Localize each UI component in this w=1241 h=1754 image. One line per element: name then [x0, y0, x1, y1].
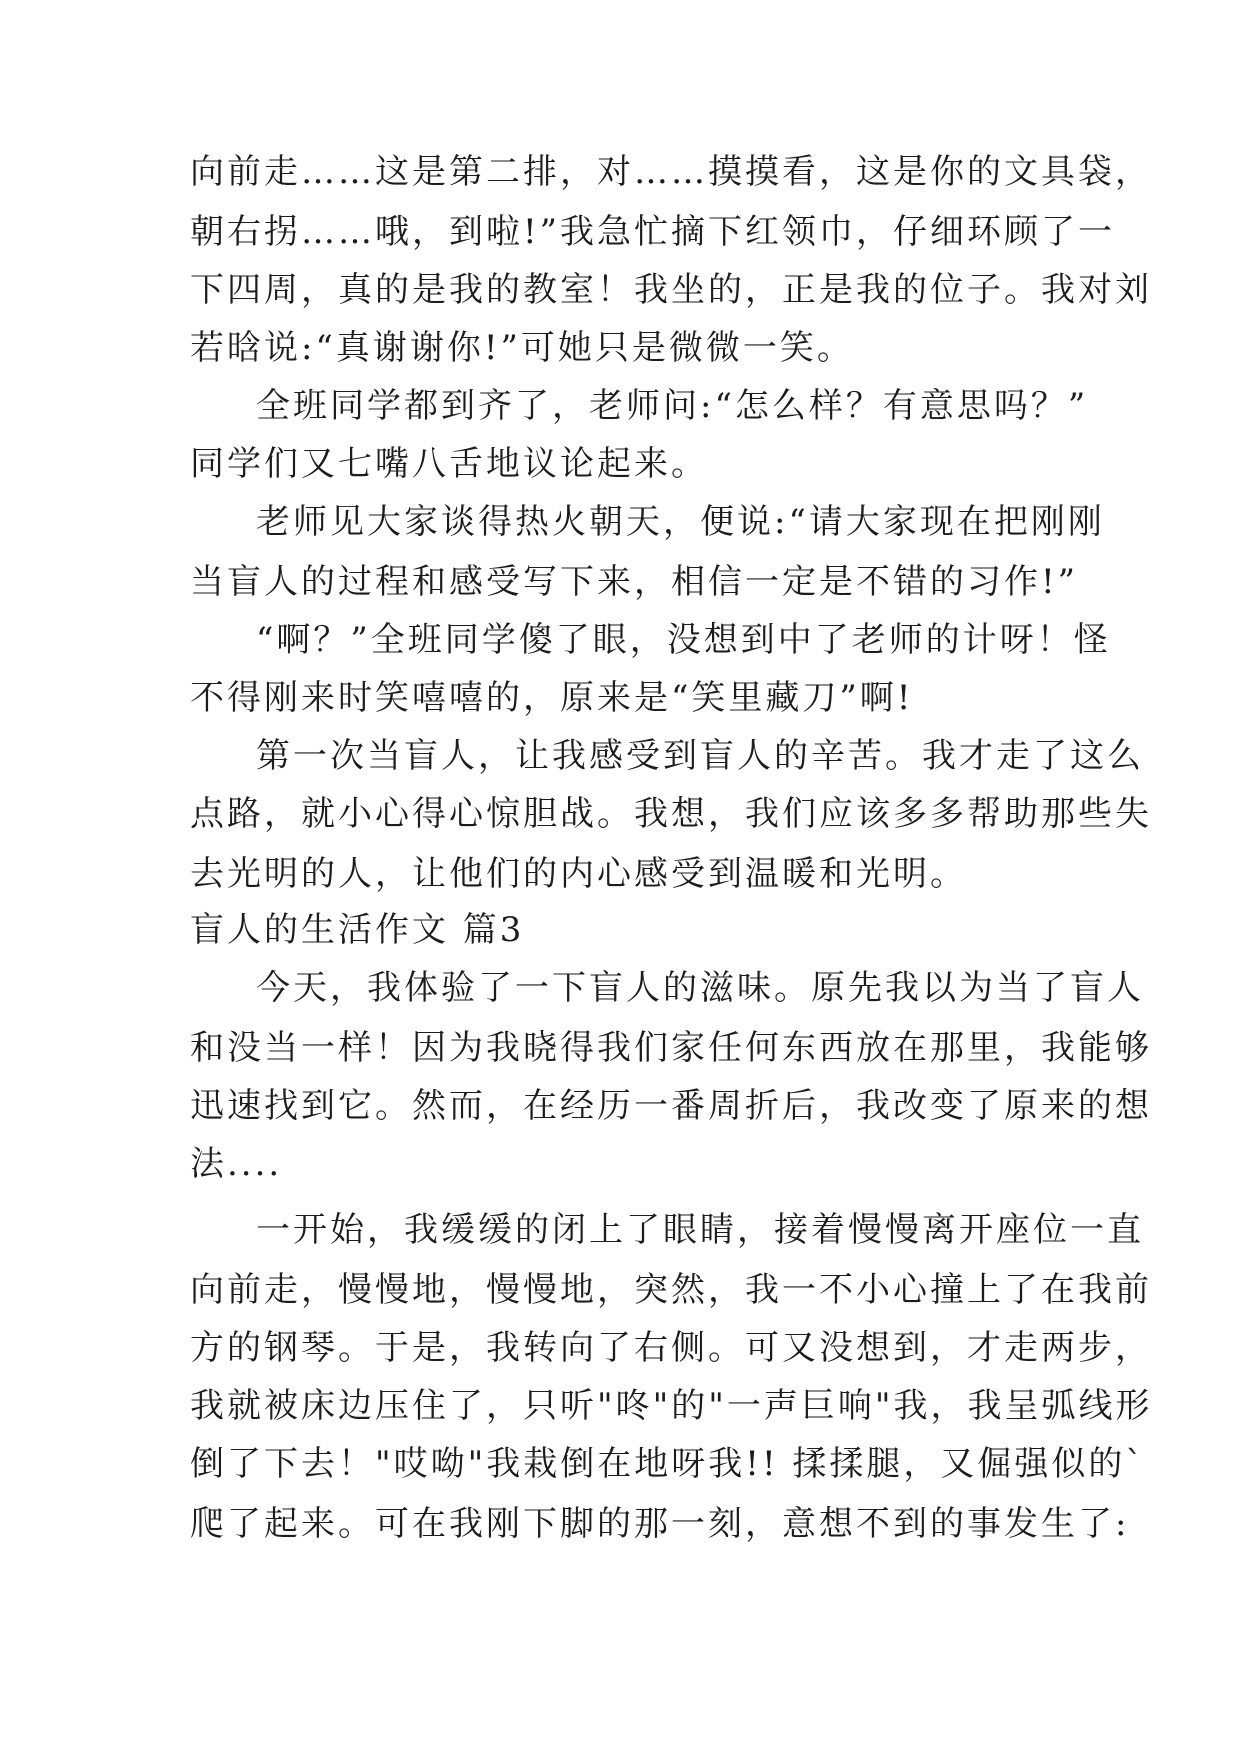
text-line: 迅速找到它。然而，在经历一番周折后，我改变了原来的想: [190, 1086, 1152, 1126]
text-line: 去光明的人，让他们的内心感受到温暖和光明。: [190, 854, 967, 894]
text-line: 老师见大家谈得热火朝天，便说:“请大家现在把刚刚: [256, 502, 1105, 542]
text-line: 方的钢琴。于是，我转向了右侧。可又没想到，才走两步，: [190, 1328, 1152, 1368]
text-line: 爬了起来。可在我刚下脚的那一刻，意想不到的事发生了:: [190, 1504, 1130, 1544]
text-line: 向前走……这是第二排，对……摸摸看，这是你的文具袋，: [190, 152, 1152, 192]
text-line: 若晗说:“真谢谢你!”可她只是微微一笑。: [190, 328, 854, 368]
text-line: 同学们又七嘴八舌地议论起来。: [190, 444, 708, 484]
text-line: 向前走，慢慢地，慢慢地，突然，我一不小心撞上了在我前: [190, 1270, 1152, 1310]
text-line: 点路，就小心得心惊胆战。我想，我们应该多多帮助那些失: [190, 794, 1152, 834]
text-line: 朝右拐……哦，到啦!”我急忙摘下红领巾，仔细环顾了一: [190, 212, 1116, 252]
text-line: 今天，我体验了一下盲人的滋味。原先我以为当了盲人: [256, 968, 1144, 1008]
text-line: 一开始，我缓缓的闭上了眼睛，接着慢慢离开座位一直: [256, 1210, 1144, 1250]
text-line: 当盲人的过程和感受写下来，相信一定是不错的习作!”: [190, 562, 1079, 602]
text-line: 倒了下去！"哎呦"我栽倒在地呀我!! 揉揉腿，又倔强似的`: [190, 1444, 1146, 1484]
text-line: 下四周，真的是我的教室！我坐的，正是我的位子。我对刘: [190, 270, 1152, 310]
text-line: 我就被床边压住了，只听"咚"的"一声巨响"我，我呈弧线形: [190, 1386, 1153, 1426]
text-line: 第一次当盲人，让我感受到盲人的辛苦。我才走了这么: [256, 736, 1144, 776]
section-heading: 盲人的生活作文 篇3: [190, 910, 525, 950]
text-line: “啊？”全班同学傻了眼，没想到中了老师的计呀！怪: [256, 620, 1111, 660]
text-line: 不得刚来时笑嘻嘻的，原来是“笑里藏刀”啊!: [190, 678, 914, 718]
text-line: 和没当一样！因为我晓得我们家任何东西放在那里，我能够: [190, 1028, 1152, 1068]
text-line: 全班同学都到齐了，老师问:“怎么样？有意思吗？”: [256, 386, 1089, 426]
text-line: 法....: [190, 1144, 283, 1184]
